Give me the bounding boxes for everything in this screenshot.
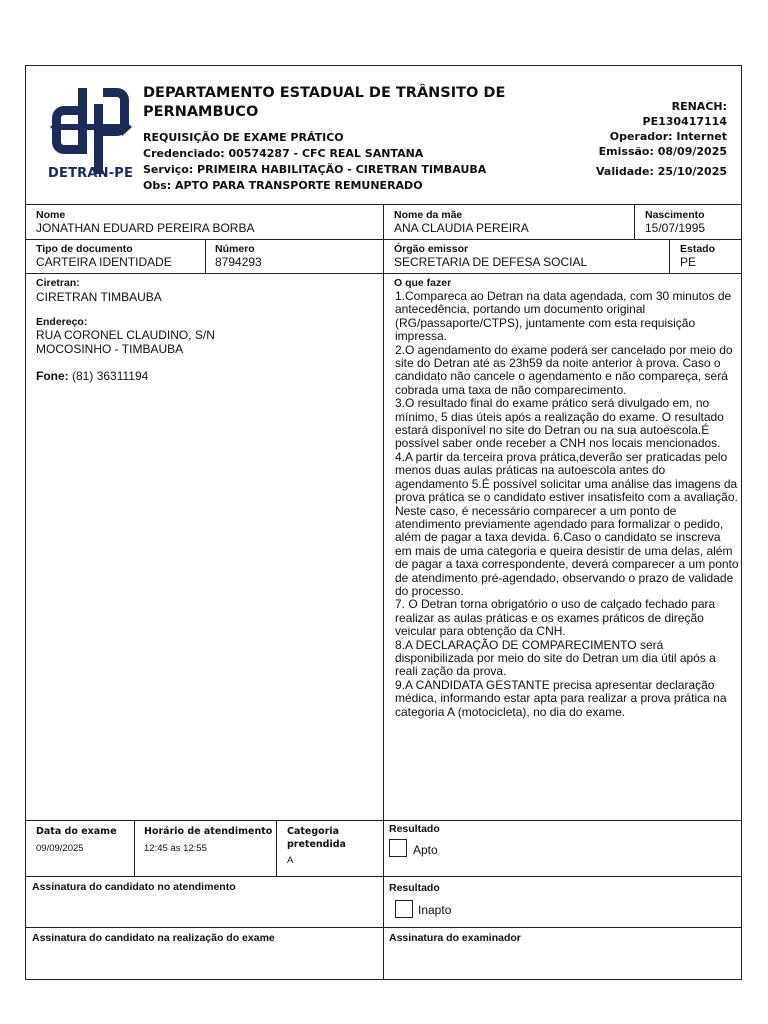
servico-line: Serviço: PRIMEIRA HABILITAÇÃO - CIRETRAN TIMBAUBA [143, 163, 487, 176]
assinatura-realizacao-label: Assinatura do candidato na realização do exame [32, 932, 275, 944]
nome-label: Nome [36, 209, 66, 221]
nascimento-label: Nascimento [645, 209, 705, 221]
instruction-item: 8.A DECLARAÇÃO DE COMPARECIMENTO será disponibilizada por meio do site do Detran um dia útil após a reali zação da prova. [395, 637, 716, 679]
categoria-label: Categoria pretendida [287, 826, 346, 850]
endereco-label: Endereço: [36, 316, 88, 328]
instruction-item: 1.Compareca ao Detran na data agendada, com 30 minutos de antecedência, portando um documento original (RG/passaporte/CTPS), juntamente com esta requisição impressa. [395, 289, 732, 344]
validade-label: Validade: [595, 165, 654, 178]
obs-line: Obs: APTO PARA TRANSPORTE REMUNERADO [143, 179, 423, 192]
endereco-line1: RUA CORONEL CLAUDINO, S/N [36, 328, 215, 342]
tipo-doc-label: Tipo de documento [36, 243, 133, 255]
nascimento-value: 15/07/1995 [645, 221, 706, 235]
resultado-label-apto: Resultado [389, 823, 440, 835]
page-title: DEPARTAMENTO ESTADUAL DE TRÂNSITO DE PERNAMBUCO [143, 85, 506, 120]
orgao-value: SECRETARIA DE DEFESA SOCIAL [394, 255, 588, 269]
validade-value: 25/10/2025 [657, 165, 727, 178]
mae-value: ANA CLAUDIA PEREIRA [394, 221, 529, 235]
instruction-item: 3.O resultado final do exame prático será divulgado em, no mínimo, 5 dias úteis após a realização do exame. O resultado estará disponível no site do Detran ou na sua autoescola.É possível saber onde receber a CNH nos locais mencionados. [395, 396, 724, 451]
operador-line [610, 130, 727, 143]
instruction-item: 7. O Detran torna obrigatório o uso de calçado fechado para realizar as aulas práticas e os exames práticos de direção veicular para obtenção da CNH. [395, 597, 716, 639]
inapto-label: Inapto [418, 903, 452, 917]
ciretran-label: Ciretran: [36, 277, 80, 289]
operador-label: Operador: [609, 130, 673, 143]
operador-value: Internet [676, 130, 727, 143]
emissao-value: 08/09/2025 [657, 145, 727, 158]
nome-value: JONATHAN EDUARD PEREIRA BORBA [36, 221, 255, 235]
assinatura-examinador-label: Assinatura do examinador [389, 932, 521, 944]
instruction-item: 4.A partir da terceira prova prática,deverão ser praticadas pelo menos duas aulas práticas na autoescola antes do agendamento 5.É possível solicitar uma análise das imagens da prova prática se o candidato estiver insatisfeito com a avaliação. Neste caso, é necessário comparecer a um ponto de atendimento previamente agendado para formalizar o pedido, além de pagar a taxa devida. 6.Caso o candidato se inscreva em mais de uma categoria e queira desistir de uma delas, além de pagar a taxa correspondente, deverá comparecer a um ponto de atendimento pré-agendado, observando o prazo de validade do processo. [395, 449, 739, 598]
logo-text: DETRAN-PE [48, 166, 134, 181]
inapto-checkbox[interactable] [395, 900, 413, 918]
fone-label: Fone: [36, 369, 69, 383]
horario-label: Horário de atendimento [144, 826, 273, 837]
endereco-line2: MOCOSINHO - TIMBAUBA [36, 342, 184, 356]
renach-label: RENACH: [671, 100, 727, 113]
renach-value: PE130417114 [642, 115, 727, 128]
numero-value: 8794293 [215, 255, 262, 269]
categoria-value: A [287, 855, 294, 866]
instruction-item: 2.O agendamento do exame poderá ser cancelado por meio do site do Detran até as 23h59 da noite anterior à prova. Caso o candidato não cancele o agendamento e não compareça, será cobrada uma taxa de não comparecimento. [395, 342, 733, 397]
estado-value: PE [680, 255, 697, 269]
data-exame-label: Data do exame [36, 826, 117, 837]
instruction-item: 9.A CANDIDATA GESTANTE precisa apresentar declaração médica, informando estar apta para realizar a prova prática na categoria A (motocicleta), no dia do exame. [395, 677, 727, 719]
data-exame-value: 09/09/2025 [36, 843, 84, 854]
numero-label: Número [215, 243, 255, 255]
requisition-form [25, 65, 742, 980]
validade-line [596, 165, 727, 178]
fone-line [36, 369, 148, 383]
mae-label: Nome da mãe [394, 209, 463, 221]
emissao-line [599, 145, 727, 158]
instructions-text [395, 290, 740, 719]
resultado-label-inapto: Resultado [389, 882, 440, 894]
instructions-body [395, 290, 740, 719]
emissao-label: Emissão: [598, 145, 654, 158]
apto-checkbox[interactable] [389, 839, 407, 857]
orgao-label: Órgão emissor [394, 243, 469, 255]
estado-label: Estado [680, 243, 716, 255]
tipo-doc-value: CARTEIRA IDENTIDADE [36, 255, 172, 269]
horario-value: 12:45 às 12:55 [144, 843, 207, 854]
assinatura-atendimento-label: Assinatura do candidato no atendimento [32, 881, 236, 893]
ciretran-value: CIRETRAN TIMBAUBA [36, 290, 162, 304]
subtitle: REQUISIÇÃO DE EXAME PRÁTICO [143, 131, 344, 144]
credenciado-line: Credenciado: 00574287 - CFC REAL SANTANA [143, 147, 424, 160]
apto-label: Apto [413, 843, 438, 857]
fone-value: (81) 36311194 [72, 369, 149, 383]
instructions-title: O que fazer [394, 277, 452, 289]
